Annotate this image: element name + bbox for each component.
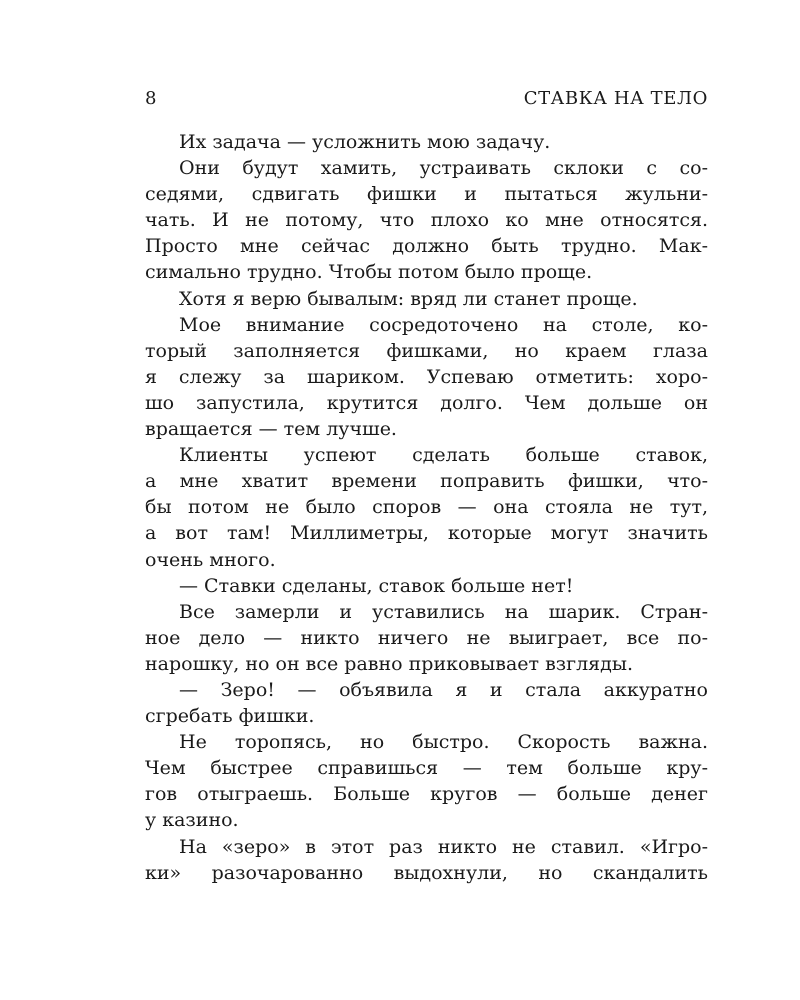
text-line: Чем быстрее справишься — тем больше кру- xyxy=(145,757,708,780)
text-line: гов отыграешь. Больше кругов — больше денег xyxy=(145,783,708,806)
page-number: 8 xyxy=(145,88,158,109)
text-line: Хотя я верю бывалым: вряд ли станет проще. xyxy=(179,287,638,310)
text-line: Все замерли и уставились на шарик. Стран- xyxy=(179,600,708,623)
text-line: Не торопясь, но быстро. Скорость важна. xyxy=(179,731,708,754)
text-line: чать. И не потому, что плохо ко мне относятся. xyxy=(145,209,708,232)
body-text xyxy=(145,129,708,886)
text-line: я слежу за шариком. Успеваю отметить: хоро- xyxy=(145,365,708,388)
text-line: а вот там! Миллиметры, которые могут значить xyxy=(145,522,708,545)
text-line: бы потом не было споров — она стояла не тут, xyxy=(145,496,708,519)
running-title: СТАВКА НА ТЕЛО xyxy=(523,88,708,109)
text-line: а мне хватит времени поправить фишки, что- xyxy=(145,470,708,493)
text-line: очень много. xyxy=(145,548,276,571)
text-line: — Ставки сделаны, ставок больше нет! xyxy=(179,574,574,597)
text-line: седями, сдвигать фишки и пытаться жульни- xyxy=(145,183,708,206)
text-line: Их задача — усложнить мою задачу. xyxy=(179,131,551,153)
text-line: торый заполняется фишками, но краем глаза xyxy=(145,339,708,362)
text-line: сгребать фишки. xyxy=(145,705,315,728)
text-line: у казино. xyxy=(145,809,239,832)
text-line: ки» разочарованно выдохнули, но скандалить xyxy=(145,861,708,884)
running-head xyxy=(145,88,708,112)
text-line: Они будут хамить, устраивать склоки с со- xyxy=(179,157,708,180)
text-line: На «зеро» в этот раз никто не ставил. «Игро- xyxy=(179,835,708,858)
text-line: шо запустила, крутится долго. Чем дольше он xyxy=(145,391,708,414)
text-line: Клиенты успеют сделать больше ставок, xyxy=(179,444,708,467)
text-line: — Зеро! — объявила я и стала аккуратно xyxy=(179,678,708,701)
text-line: ное дело — никто ничего не выиграет, все по- xyxy=(145,626,708,649)
text-line: Мое внимание сосредоточено на столе, ко- xyxy=(179,313,708,336)
text-line: вращается — тем лучше. xyxy=(145,418,397,441)
text-line: симально трудно. Чтобы потом было проще. xyxy=(145,261,593,284)
text-line: нарошку, но он все равно приковывает взгляды. xyxy=(145,652,633,675)
text-line: Просто мне сейчас должно быть трудно. Мак- xyxy=(145,235,708,258)
